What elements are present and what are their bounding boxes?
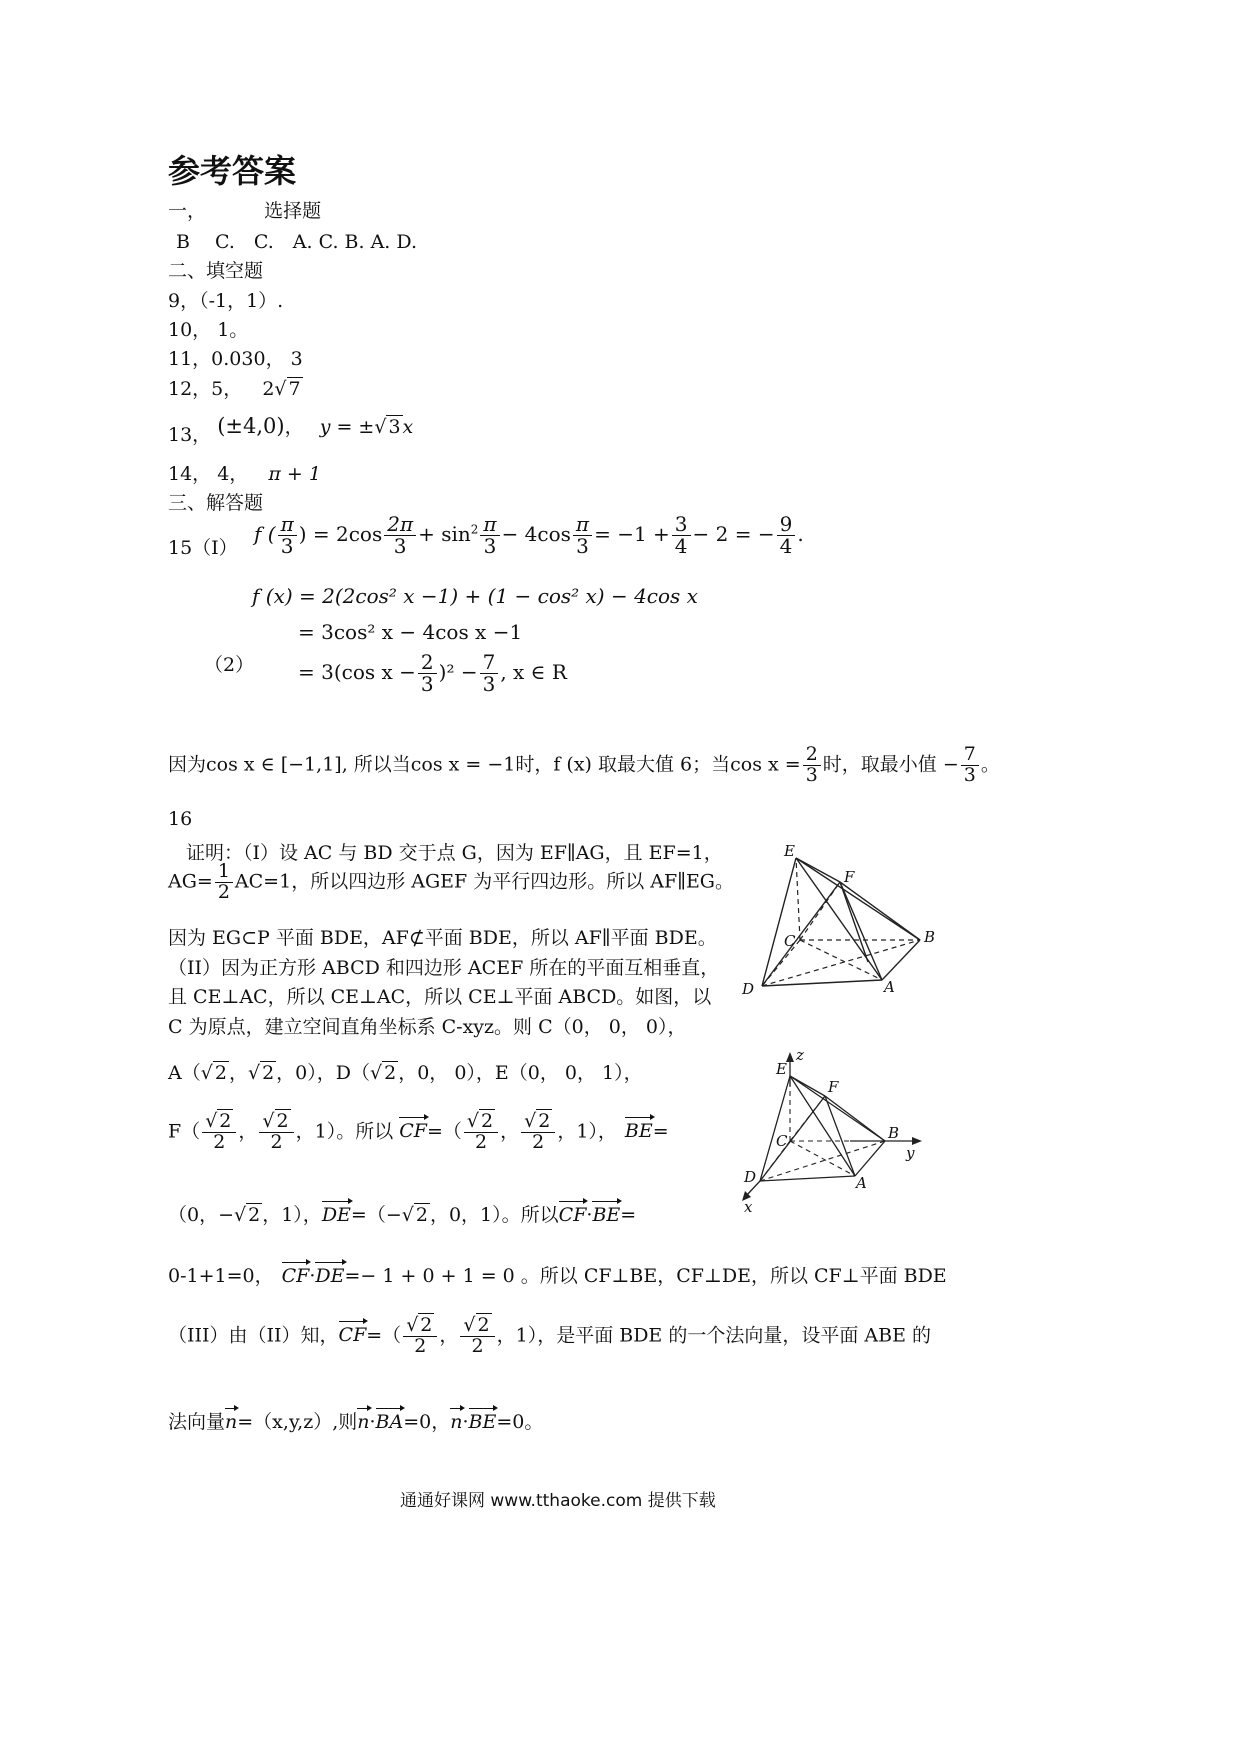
answer-11: 11，0.030， 3	[168, 348, 303, 370]
q16-line4: （II）因为正方形 ABCD 和四边形 ACEF 所在的平面互相垂直，	[168, 957, 720, 979]
section-solution-title: 三、解答题	[168, 492, 264, 514]
figure-solid-2-axes	[730, 1046, 940, 1214]
answer-12-prefix: 12，5，	[168, 378, 243, 400]
q15-line3: = 3cos² x − 4cos x −1	[298, 620, 523, 644]
answer-9: 9，（-1，1）.	[168, 290, 284, 312]
answer-14	[168, 459, 321, 486]
answer-13-prefix: 13，	[168, 424, 212, 446]
answer-12-coef: 2	[262, 378, 275, 400]
fig2-label-y: y	[906, 1144, 915, 1162]
page-footer: 通通好课网 www.tthaoke.com 提供下载	[400, 1491, 716, 1511]
q15-part2-label: （2）	[204, 654, 255, 676]
fig2-label-x: x	[744, 1198, 753, 1214]
fig1-label-d: D	[742, 980, 755, 998]
fig1-label-c: C	[784, 932, 796, 950]
answer-12	[168, 374, 303, 401]
fig2-label-a: A	[856, 1174, 867, 1192]
q16-number: 16	[168, 808, 193, 830]
q15-conclusion: 因为cos x ∈ [−1,1], 所以当cos x = −1时，f (x) 取最大值 6；当cos x = $\frac{2}{3}$ 时，取最小值 − $\frac{7}{3}$ 。	[168, 743, 1000, 786]
fig1-label-a: A	[884, 978, 895, 996]
vector-cf: CF	[399, 1120, 427, 1143]
fig2-label-e: E	[776, 1060, 787, 1078]
q16-line12: 法向量n=（x,y,z）,则n·BA=0，n·BE=0。	[168, 1411, 544, 1433]
answer-13-sep: ，	[284, 416, 304, 438]
fig2-label-f: F	[828, 1078, 839, 1096]
q16-line1: 证明：（I）设 AC 与 BD 交于点 G，因为 EF∥AG，且 EF=1，	[186, 842, 723, 864]
q16-line5: 且 CE⊥AC，所以 CE⊥AC，所以 CE⊥平面 ABCD。如图，以	[168, 986, 712, 1008]
fig2-label-d: D	[744, 1168, 757, 1186]
section-fill-title: 二、填空题	[168, 260, 264, 282]
fig2-label-b: B	[888, 1124, 900, 1142]
q16-line8: F（ $\frac{√ 2}{2}$ ， $\frac{√ 2}{2}$ ，1）。所以 CF=（ $\frac{√ 2}{2}$ ， $\frac{√ 2}{2}$ ，1）， BE=	[168, 1110, 669, 1153]
answer-14-expr: π + 1	[268, 463, 321, 485]
answer-13-point: (±4,0)	[217, 414, 285, 438]
q16-line7: A（√ 2 ，√ 2 ，0），D（√ 2 ，0， 0），E（0， 0， 1），	[168, 1062, 643, 1084]
fig1-label-b: B	[924, 928, 936, 946]
q16-line6: C 为原点，建立空间直角坐标系 C-xyz。则 C（0， 0， 0），	[168, 1016, 687, 1038]
fig1-label-e: E	[784, 842, 795, 860]
q16-line11: （III）由（II）知，CF=（ $\frac{√ 2}{2}$ ， $\frac{√ 2}{2}$ ，1），是平面 BDE 的一个法向量，设平面 ABE 的	[168, 1314, 931, 1357]
section-choice	[168, 196, 321, 223]
q16-line10: 0-1+1=0， CF·DE=− 1 + 0 + 1 = 0 。所以 CF⊥BE，CF⊥DE，所以 CF⊥平面 BDE	[168, 1265, 947, 1287]
choice-answers: B C. C. A. C. B. A. D.	[176, 231, 417, 253]
fig2-label-c: C	[776, 1132, 788, 1150]
vector-be: BE	[624, 1120, 653, 1143]
figure-solid-1	[730, 840, 950, 1025]
q15-line1: f ( $\frac{\pi}{3}$ ) = 2cos $\frac{2\pi}{3}$ + $\sin^2$ $\frac{\pi}{3}$ − 4cos $\frac{\pi}{3}$ = −1 + $\frac{3}{4}$ − 2 = − $\frac{9}{4}$ .	[254, 512, 804, 558]
answer-13-asymptote: y = ±√ 3 x	[319, 416, 414, 438]
q16-line2: AG= $\frac{1}{2}$ AC=1，所以四边形 AGEF 为平行四边形。所以 AF∥EG。	[168, 860, 734, 903]
section-choice-title: 选择题	[264, 200, 322, 222]
answer-10: 10， 1。	[168, 319, 249, 341]
q16-line9: （0，−√ 2 ，1），DE=（−√ 2 ，0，1）。所以CF·BE=	[168, 1204, 637, 1226]
q15-line2: f (x) = 2(2cos² x −1) + (1 − cos² x) − 4cos x	[252, 584, 698, 608]
fig1-label-f: F	[844, 868, 855, 886]
answer-12-sqrt: √ 7	[274, 378, 301, 400]
answer-14-prefix: 14， 4，	[168, 463, 249, 485]
page-title: 参考答案	[168, 152, 297, 190]
q16-line3: 因为 EG⊂P 平面 BDE，AF⊄平面 BDE，所以 AF∥平面 BDE。	[168, 927, 717, 949]
fig2-label-z: z	[796, 1046, 804, 1064]
q15-line4: = 3(cos x − $\frac{2}{3}$ )² − $\frac{7}{3}$ , x ∈ R	[298, 650, 567, 696]
answer-13	[168, 412, 414, 446]
section-choice-number: 一，	[168, 200, 207, 222]
q15-number: 15（I）	[168, 537, 238, 559]
